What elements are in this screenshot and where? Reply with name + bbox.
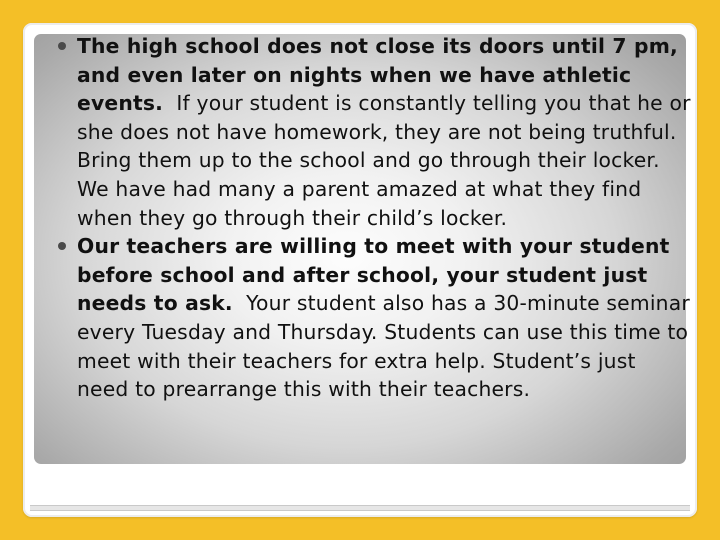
bullet-dot-icon	[58, 242, 66, 250]
bullet-item-closing-hours	[0, 32, 692, 232]
bullet-body-text: Your student also has a 30-minute seminar every Tuesday and Thursday. Students can use this time to meet with their teachers for extra help. Student’s just need to prearrange this with their teachers.	[77, 291, 690, 402]
bullet-dot-icon	[58, 42, 66, 50]
bullet-bold-lead: The high school does not close its doors until 7 pm, and even later on nights when we have athletic events.	[77, 34, 678, 116]
bullet-item-teacher-meetings	[0, 232, 692, 404]
slide-bottom-rule	[30, 505, 690, 511]
bullet-bold-lead: Our teachers are willing to meet with your student before school and after school, your student just needs to ask.	[77, 234, 670, 316]
bullet-list	[0, 32, 720, 404]
bullet-body-text: If your student is constantly telling you that he or she does not have homework, they are not being truthful. Bring them up to the school and go through their locker. We have had many a parent amazed at what they find when they go through their child’s locker.	[77, 91, 691, 230]
